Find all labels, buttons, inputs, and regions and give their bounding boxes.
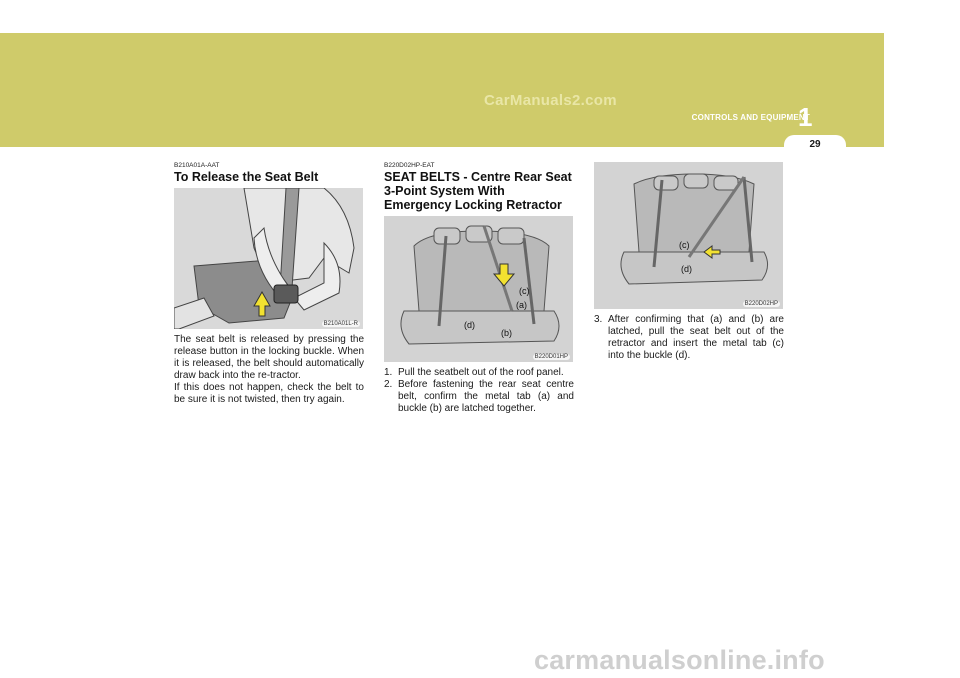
figure-centre-belt-2 — [594, 162, 783, 309]
chapter-number: 1 — [798, 102, 813, 132]
steps-list — [594, 314, 784, 362]
section-centre-rear-seat-belt — [384, 162, 574, 415]
paragraph: If this does not happen, check the belt to be sure it is not twisted, then try again. — [174, 382, 364, 405]
section-centre-rear-seat-belt-continued — [594, 162, 784, 362]
figure-id: B220D01HP — [534, 354, 568, 360]
callout-c: (c) — [519, 286, 530, 296]
section-heading: To Release the Seat Belt — [174, 170, 319, 184]
section-title: CONTROLS AND EQUIPMENT — [691, 113, 810, 122]
callout-d: (d) — [464, 320, 475, 330]
section-release-seat-belt — [174, 162, 364, 406]
list-item: 2. Before fastening the rear seat centre belt, confirm the metal tab (a) and buckle (b) are latched together. — [384, 379, 574, 414]
page-number: 29 — [809, 139, 821, 150]
footer-watermark: carmanualsonline.info — [534, 645, 825, 675]
section-code: B210A01A-AAT — [174, 162, 220, 169]
section-code: B220D02HP-EAT — [384, 162, 435, 169]
list-item: 3. After confirming that (a) and (b) are latched, pull the seat belt out of the retractor and insert the metal tab (c) into the buckle (d). — [594, 314, 784, 361]
site-watermark: CarManuals2.com — [484, 92, 617, 109]
paragraph: The seat belt is released by pressing the release button in the locking buckle. When it is released, the belt should automatically draw back into the re-tractor. — [174, 334, 364, 381]
steps-list — [384, 367, 574, 415]
figure-centre-belt-1 — [384, 216, 573, 362]
seat-belt-release-illustration — [174, 188, 363, 329]
list-item: 1. Pull the seatbelt out of the roof panel. — [384, 367, 564, 378]
rear-seat-illustration — [384, 216, 573, 362]
figure-release-seat-belt — [174, 188, 363, 329]
rear-seat-illustration — [594, 162, 783, 309]
figure-id: B220D02HP — [744, 301, 778, 307]
callout-a: (a) — [516, 300, 527, 310]
figure-id: B210A01L-R — [323, 321, 358, 327]
callout-d: (d) — [681, 264, 692, 274]
callout-b: (b) — [501, 328, 512, 338]
section-heading: SEAT BELTS - Centre Rear Seat 3-Point System With Emergency Locking Retractor — [384, 170, 572, 212]
header-band — [0, 33, 884, 147]
callout-c: (c) — [679, 240, 690, 250]
